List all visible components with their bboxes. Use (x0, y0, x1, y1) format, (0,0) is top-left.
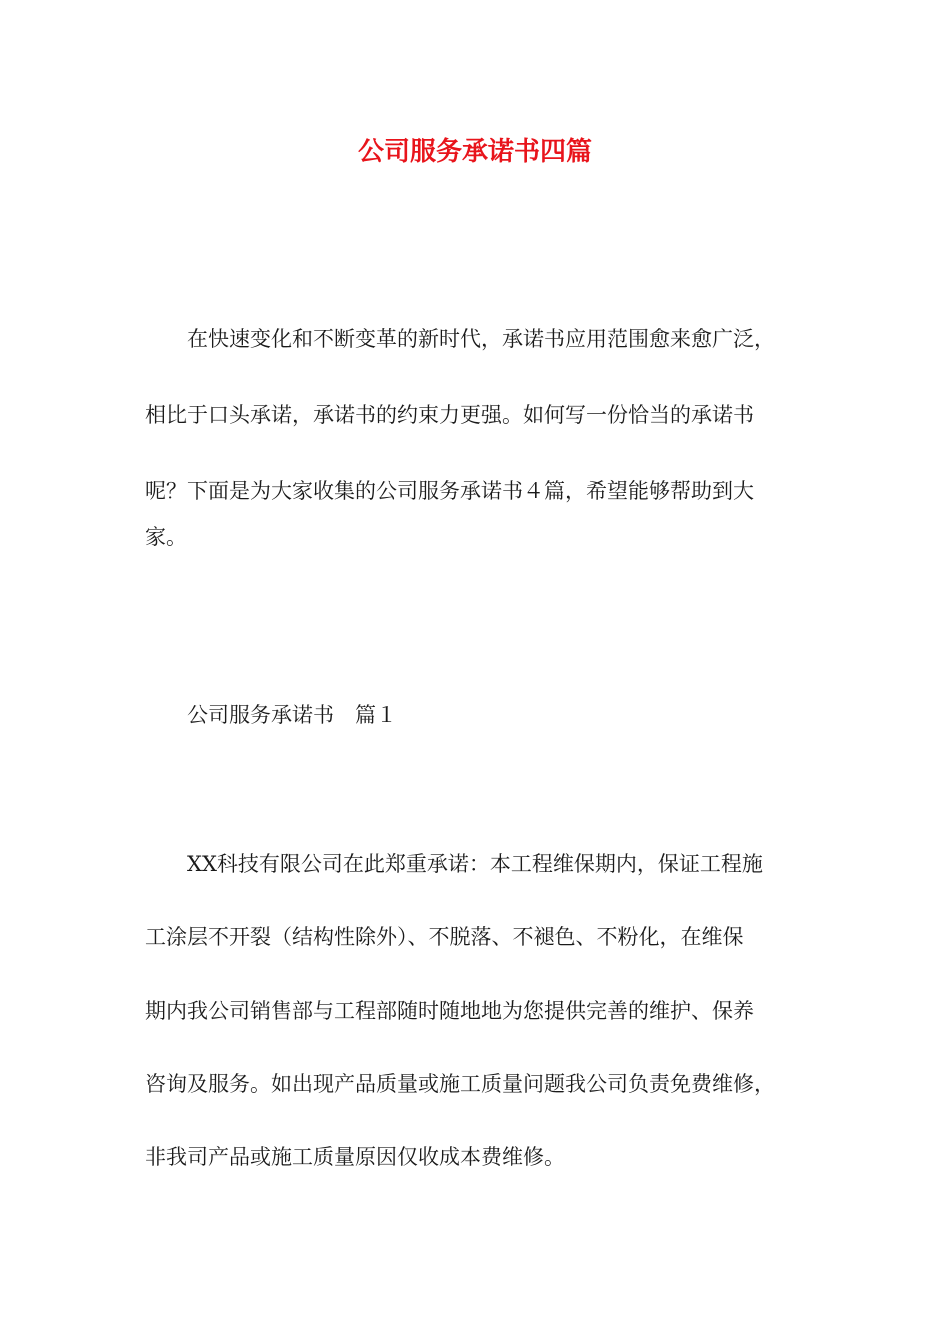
intro-line-1: 在快速变化和不断变革的新时代，承诺书应用范围愈来愈广泛， (187, 327, 775, 351)
intro-line-3: 呢？下面是为大家收集的公司服务承诺书４篇，希望能够帮助到大 (145, 479, 754, 503)
body-line-2: 工涂层不开裂（结构性除外）、不脱落、不褪色、不粉化，在维保 (145, 925, 744, 949)
body-line-3: 期内我公司销售部与工程部随时随地地为您提供完善的维护、保养 (145, 999, 754, 1023)
body-line-1: XX科技有限公司在此郑重承诺：本工程维保期内，保证工程施 (187, 852, 763, 876)
section-heading: 公司服务承诺书 篇１ (187, 703, 397, 727)
intro-line-2: 相比于口头承诺，承诺书的约束力更强。如何写一份恰当的承诺书 (145, 403, 754, 427)
body-line-4: 咨询及服务。如出现产品质量或施工质量问题我公司负责免费维修， (145, 1072, 775, 1096)
document-title: 公司服务承诺书四篇 (357, 137, 592, 167)
intro-line-4: 家。 (145, 525, 187, 549)
body-line-5: 非我司产品或施工质量原因仅收成本费维修。 (145, 1145, 565, 1169)
